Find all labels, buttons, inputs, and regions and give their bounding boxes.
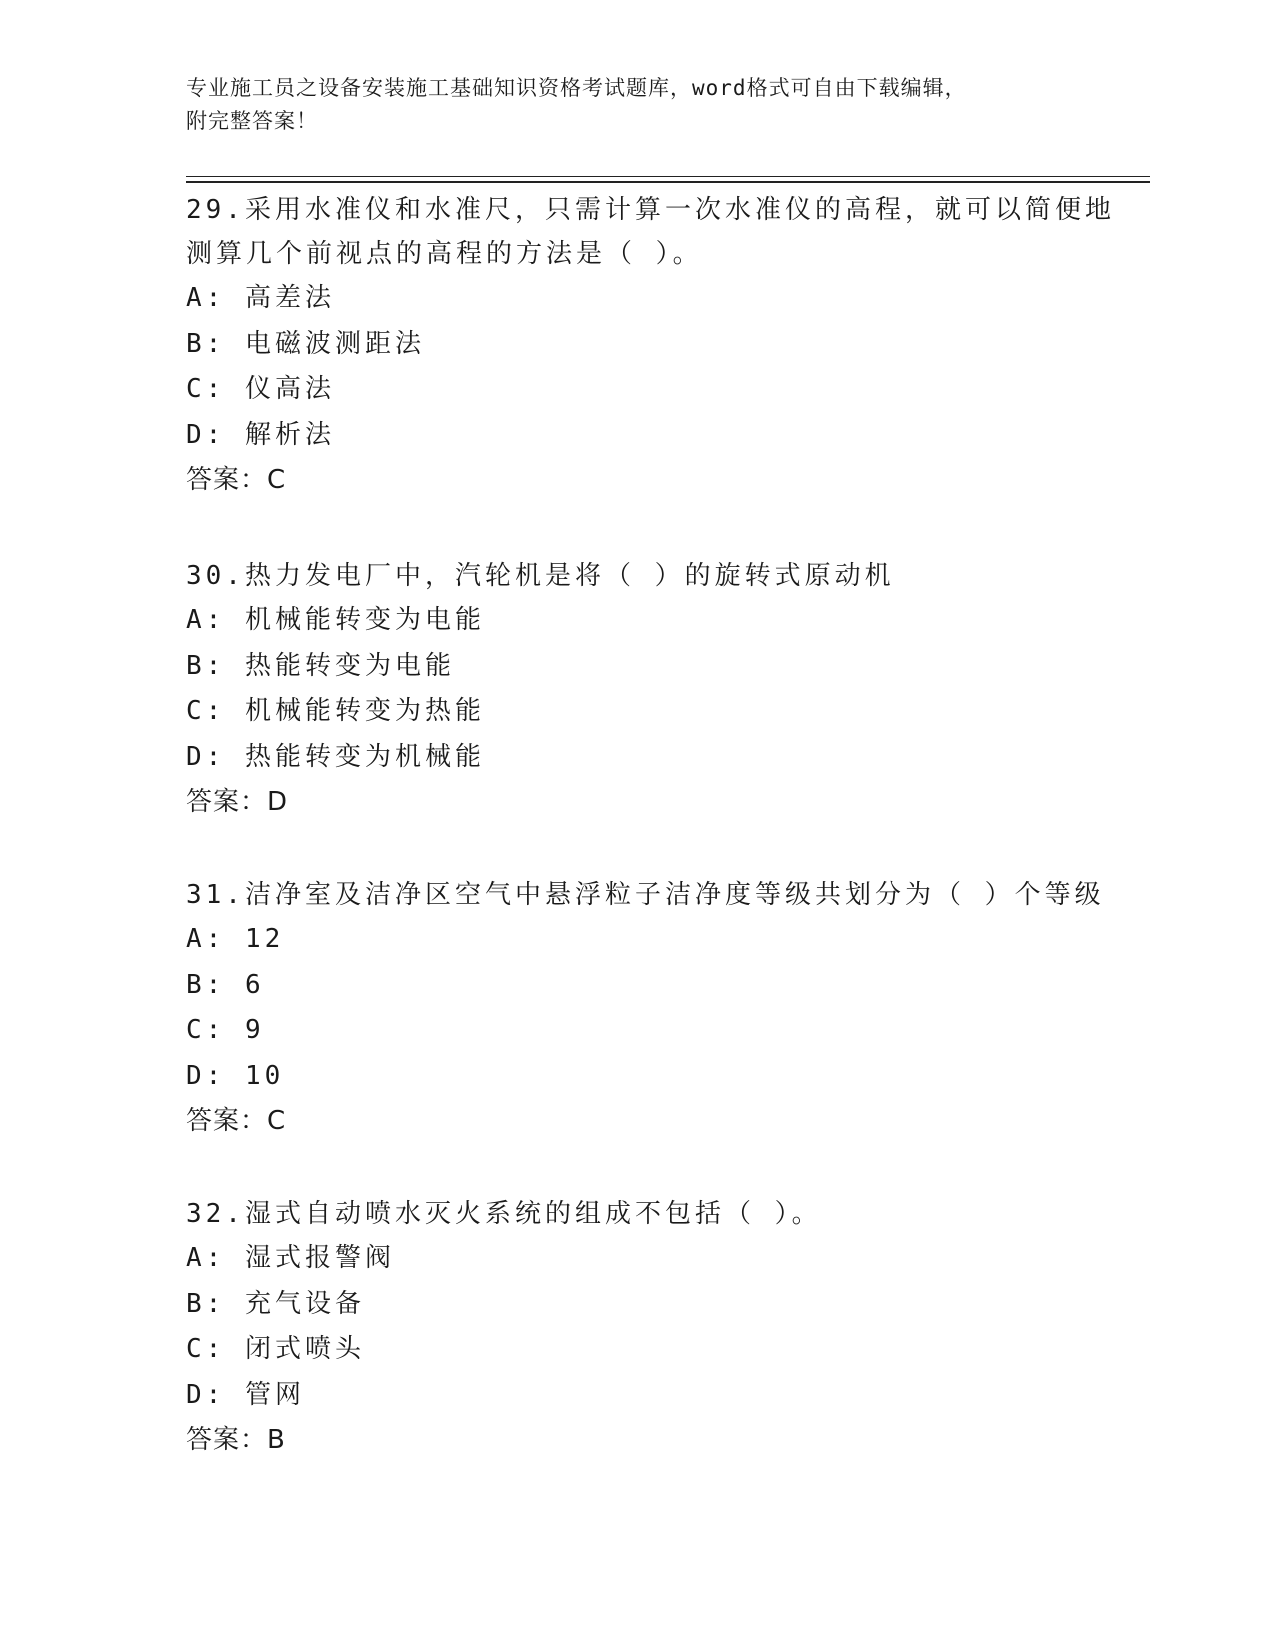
answer: 答案：C	[186, 465, 287, 496]
option-d: D: 管网	[186, 1379, 305, 1410]
answer: 答案：B	[186, 1425, 286, 1456]
question-text	[186, 873, 1146, 917]
header-line-1: 专业施工员之设备安装施工基础知识资格考试题库，word格式可自由下载编辑，	[186, 76, 967, 100]
option-c: C: 仪高法	[186, 374, 335, 405]
option-d: D: 解析法	[186, 419, 335, 450]
question-32	[186, 1192, 1146, 1463]
question-text-line: 32.湿式自动喷水灭火系统的组成不包括（ ）。	[186, 1199, 822, 1229]
document-header	[186, 72, 1086, 138]
question-text	[186, 188, 1146, 276]
question-text	[186, 1192, 1146, 1236]
option-b: B: 热能转变为电能	[186, 650, 455, 681]
option-b: B: 6	[186, 969, 265, 1000]
question-text-line: 测算几个前视点的高程的方法是（ ）。	[186, 239, 703, 269]
answer: 答案：C	[186, 1106, 287, 1137]
question-30	[186, 554, 1146, 825]
option-c: C: 9	[186, 1015, 265, 1046]
question-text	[186, 554, 1146, 598]
option-c: C: 机械能转变为热能	[186, 696, 485, 727]
option-b: B: 电磁波测距法	[186, 328, 425, 359]
option-a: A: 12	[186, 924, 285, 954]
question-29	[186, 188, 1146, 503]
option-d: D: 热能转变为机械能	[186, 741, 485, 772]
question-text-line: 31.洁净室及洁净区空气中悬浮粒子洁净度等级共划分为（ ）个等级	[186, 880, 1105, 910]
answer: 答案：D	[186, 787, 289, 818]
option-a: A: 高差法	[186, 283, 335, 313]
option-a: A: 机械能转变为电能	[186, 605, 485, 635]
header-line-2: 附完整答案！	[186, 109, 318, 133]
header-divider-thin	[186, 176, 1150, 177]
question-text-line: 29.采用水准仪和水准尺，只需计算一次水准仪的高程，就可以简便地	[186, 195, 1115, 225]
option-b: B: 充气设备	[186, 1288, 365, 1319]
option-d: D: 10	[186, 1060, 285, 1091]
question-31	[186, 873, 1146, 1144]
option-a: A: 湿式报警阀	[186, 1243, 395, 1273]
header-divider-thick	[186, 181, 1150, 183]
question-text-line: 30.热力发电厂中，汽轮机是将（ ）的旋转式原动机	[186, 561, 895, 591]
option-c: C: 闭式喷头	[186, 1334, 365, 1365]
